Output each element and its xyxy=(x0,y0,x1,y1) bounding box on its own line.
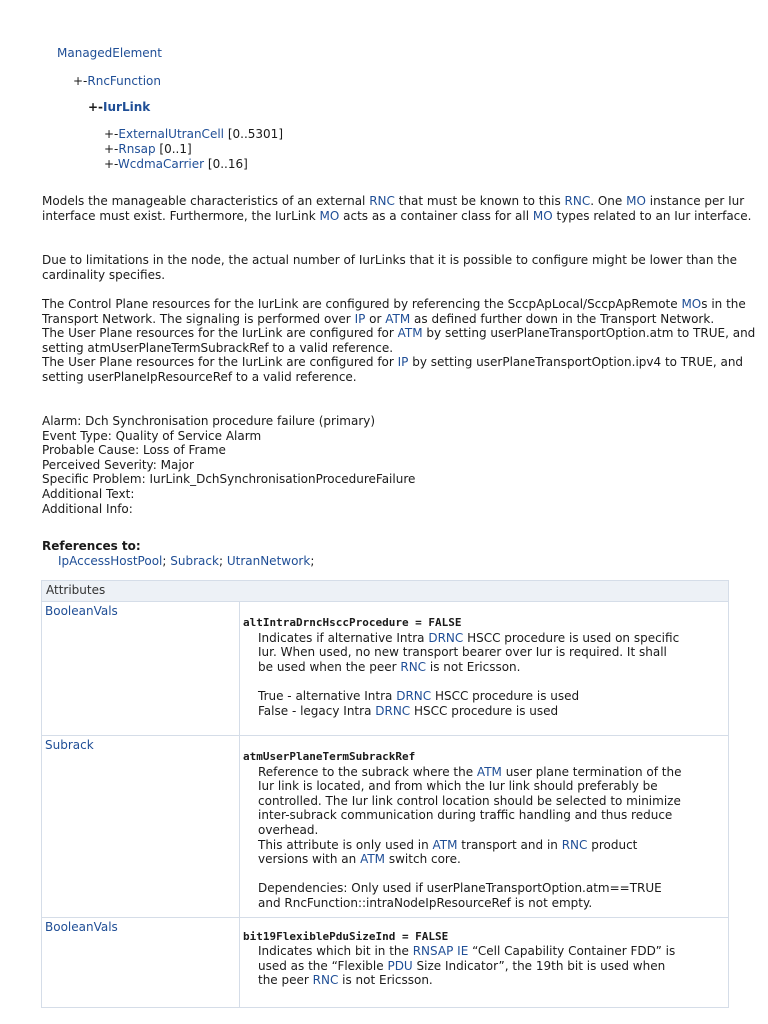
text-run: transport and in xyxy=(457,837,562,852)
references-heading: References to: xyxy=(42,539,141,553)
text-run: controlled. The Iur link control location should be selected to minimize xyxy=(258,793,681,808)
attribute-type-link[interactable]: BooleanVals xyxy=(45,919,118,934)
tree-child-row xyxy=(104,157,248,172)
text-run: overhead. xyxy=(258,822,319,837)
tree-child-cardinality: [0..5301] xyxy=(227,127,283,141)
description-p1 xyxy=(42,194,758,223)
description-line xyxy=(258,704,724,719)
attributes-heading: Attributes xyxy=(42,581,729,602)
description-line xyxy=(258,838,724,853)
text-run: This attribute is only used in xyxy=(258,837,433,852)
text-run: the peer xyxy=(258,973,313,988)
attribute-type-cell xyxy=(42,917,240,1007)
attribute-row xyxy=(42,602,729,736)
description-line xyxy=(258,645,724,660)
references-block xyxy=(42,539,758,568)
text-run: Models the manageable characteristics of an external xyxy=(42,194,370,208)
attribute-type-cell xyxy=(42,736,240,918)
text-run: HSCC procedure is used on specific xyxy=(463,630,680,645)
text-run: True - alternative Intra xyxy=(258,688,397,703)
text-run: as defined further down in the Transport Network. xyxy=(410,311,715,326)
reference-separator: ; xyxy=(218,553,223,568)
text-run: switch core. xyxy=(385,852,461,867)
abbreviation-link[interactable]: RNSAP xyxy=(412,944,454,959)
text-run: The Control Plane resources for the IurLink are configured by referencing the SccpApLocal/SccpApRemote xyxy=(42,297,682,311)
attribute-description xyxy=(243,631,724,719)
tree-child-cardinality: [0..1] xyxy=(159,142,192,156)
abbreviation-link[interactable]: ATM xyxy=(360,852,386,867)
description-line xyxy=(258,852,724,867)
text-run: is not Ericsson. xyxy=(426,659,521,674)
abbreviation-link[interactable]: ATM xyxy=(432,837,458,852)
text-run: used as the “Flexible xyxy=(258,958,388,973)
abbreviation-link[interactable]: RNC xyxy=(400,659,427,674)
tree-plus: +- xyxy=(73,74,88,88)
text-run: The User Plane resources for the IurLink are configured for xyxy=(42,355,398,370)
attribute-signature: bit19FlexiblePduSizeInd = FALSE xyxy=(243,929,449,943)
text-run: product xyxy=(587,837,638,852)
abbreviation-link[interactable]: ATM xyxy=(476,764,502,779)
abbreviation-link[interactable]: RNC xyxy=(561,837,588,852)
description-line xyxy=(258,794,724,809)
text-run: Iur. When used, no new transport bearer over Iur is required. It shall xyxy=(258,645,667,660)
text-run: types related to an Iur interface. xyxy=(552,208,752,223)
text-run: and RncFunction::intraNodeIpResourceRef is not empty. xyxy=(258,895,593,910)
attribute-type-link[interactable]: Subrack xyxy=(45,738,94,752)
description-line xyxy=(258,959,724,974)
alarm-additional-info: Additional Info: xyxy=(42,501,133,516)
description-paragraph xyxy=(42,194,758,223)
alarm-severity: Perceived Severity: Major xyxy=(42,457,194,472)
abbreviation-link[interactable]: RNC xyxy=(312,973,339,988)
alarm-specific-problem: Specific Problem: IurLink_DchSynchronisationProcedureFailure xyxy=(42,472,416,487)
attributes-header-row xyxy=(42,581,729,602)
blank-line xyxy=(258,867,724,882)
abbreviation-link[interactable]: DRNC xyxy=(428,630,464,645)
description-line xyxy=(258,689,724,704)
tree-child-link[interactable]: WcdmaCarrier xyxy=(117,157,205,171)
text-run: by setting userPlaneTransportOption.ipv4 to TRUE, and setting userPlaneIpResourceRef to a valid reference. xyxy=(42,355,744,384)
alarm-name: Alarm: Dch Synchronisation procedure failure (primary) xyxy=(42,414,376,428)
tree-plus: +- xyxy=(104,142,119,156)
alarm-probable-cause: Probable Cause: Loss of Frame xyxy=(42,443,226,458)
attribute-description xyxy=(243,765,724,911)
description-line xyxy=(258,973,724,988)
text-run: Reference to the subrack where the xyxy=(258,764,477,779)
tree-plus: +- xyxy=(104,127,119,141)
tree-level1 xyxy=(73,74,161,89)
attribute-description-cell xyxy=(240,736,729,918)
reference-link[interactable]: UtranNetwork xyxy=(226,553,311,568)
tree-current xyxy=(88,100,150,115)
abbreviation-link[interactable]: IP xyxy=(354,311,366,326)
text-run: is not Ericsson. xyxy=(338,973,433,988)
attribute-signature: altIntraDrncHsccProcedure = FALSE xyxy=(243,616,462,629)
description-line xyxy=(258,896,724,911)
text-run: Dependencies: Only used if userPlaneTransportOption.atm==TRUE xyxy=(258,881,662,896)
text-run: or xyxy=(365,311,386,326)
tree-child-row xyxy=(104,142,192,157)
attribute-description xyxy=(243,944,724,988)
text-run: acts as a container class for all xyxy=(339,208,533,223)
attribute-type-link[interactable]: BooleanVals xyxy=(45,604,118,618)
text-run: HSCC procedure is used xyxy=(410,703,559,718)
text-run: s in the Transport Network. The signaling is performed over xyxy=(42,297,746,326)
blank-line xyxy=(258,674,724,689)
abbreviation-link[interactable]: IP xyxy=(397,355,409,370)
abbreviation-link[interactable]: PDU xyxy=(387,958,413,973)
text-run: user plane termination of the xyxy=(501,764,682,779)
text-run: . One xyxy=(590,194,627,208)
reference-separator: ; xyxy=(310,553,315,568)
description-paragraph: Due to limitations in the node, the actual number of IurLinks that it is possible to configure might be lower than the cardinality specifies. xyxy=(42,253,737,282)
alarm-block xyxy=(42,414,758,516)
text-run: HSCC procedure is used xyxy=(431,688,580,703)
attribute-signature: atmUserPlaneTermSubrackRef xyxy=(243,750,416,763)
tree-root-link[interactable]: ManagedElement xyxy=(57,46,162,60)
description-line xyxy=(258,823,724,838)
abbreviation-link[interactable]: MO xyxy=(319,208,340,223)
description-p2 xyxy=(42,253,758,282)
text-run: that must be known to this xyxy=(394,194,565,208)
tree-child-row xyxy=(104,127,283,142)
abbreviation-link[interactable]: ATM xyxy=(397,326,423,341)
attributes-table xyxy=(41,580,729,1008)
text-run: Iur link is located, and from which the Iur link should preferably be xyxy=(258,779,658,794)
tree-child-link[interactable]: Rnsap xyxy=(118,142,156,156)
text-run: Indicates if alternative Intra xyxy=(258,630,429,645)
abbreviation-link[interactable]: MO xyxy=(681,297,702,311)
attribute-row xyxy=(42,736,729,918)
text-run: by setting userPlaneTransportOption.atm to TRUE, and setting atmUserPlaneTermSubrackRef to a valid reference. xyxy=(42,326,756,355)
description-paragraph xyxy=(42,326,758,355)
description-paragraph xyxy=(42,355,758,384)
alarm-event-type: Event Type: Quality of Service Alarm xyxy=(42,428,262,443)
text-run: Size Indicator”, the 19th bit is used when xyxy=(412,958,666,973)
reference-link[interactable]: Subrack xyxy=(170,553,219,568)
description-paragraph xyxy=(42,297,758,326)
tree-plus: +- xyxy=(88,100,104,114)
abbreviation-link[interactable]: DRNC xyxy=(396,688,432,703)
text-run: be used when the peer xyxy=(258,659,401,674)
description-line xyxy=(258,808,724,823)
description-line xyxy=(258,881,724,896)
alarm-additional-text: Additional Text: xyxy=(42,486,135,501)
abbreviation-link[interactable]: MO xyxy=(626,194,646,208)
abbreviation-link[interactable]: DRNC xyxy=(375,703,411,718)
description-line xyxy=(258,631,724,646)
description-line xyxy=(258,765,724,780)
tree-plus: +- xyxy=(104,157,118,171)
text-run: instance per Iur interface must exist. Furthermore, the IurLink xyxy=(42,194,745,223)
text-run: “Cell Capability Container FDD” is xyxy=(468,944,676,959)
tree-child-link[interactable]: ExternalUtranCell xyxy=(118,127,224,141)
text-run: versions with an xyxy=(258,852,361,867)
description-p3 xyxy=(42,297,758,385)
attribute-description-cell xyxy=(240,917,729,1007)
abbreviation-link[interactable]: MO xyxy=(532,208,553,223)
attribute-description-cell xyxy=(240,602,729,736)
attribute-row xyxy=(42,917,729,1007)
text-run: inter-subrack communication during traffic handling and thus reduce xyxy=(258,808,673,823)
attribute-type-cell xyxy=(42,602,240,736)
abbreviation-link[interactable]: RNC xyxy=(369,194,395,208)
description-line xyxy=(258,779,724,794)
description-line xyxy=(258,944,724,959)
text-run: The User Plane resources for the IurLink are configured for xyxy=(42,326,398,341)
description-line xyxy=(258,660,724,675)
reference-separator: ; xyxy=(162,553,167,568)
abbreviation-link[interactable]: RNC xyxy=(564,194,591,208)
abbreviation-link[interactable]: IE xyxy=(457,944,469,959)
tree-level1-link[interactable]: RncFunction xyxy=(87,74,161,88)
tree-child-cardinality: [0..16] xyxy=(207,157,248,171)
reference-link[interactable]: IpAccessHostPool xyxy=(58,553,163,568)
text-run: False - legacy Intra xyxy=(258,703,376,718)
tree-current-label: IurLink xyxy=(103,100,151,114)
references-list xyxy=(42,554,758,569)
text-run: Indicates which bit in the xyxy=(258,944,413,959)
abbreviation-link[interactable]: ATM xyxy=(385,311,411,326)
